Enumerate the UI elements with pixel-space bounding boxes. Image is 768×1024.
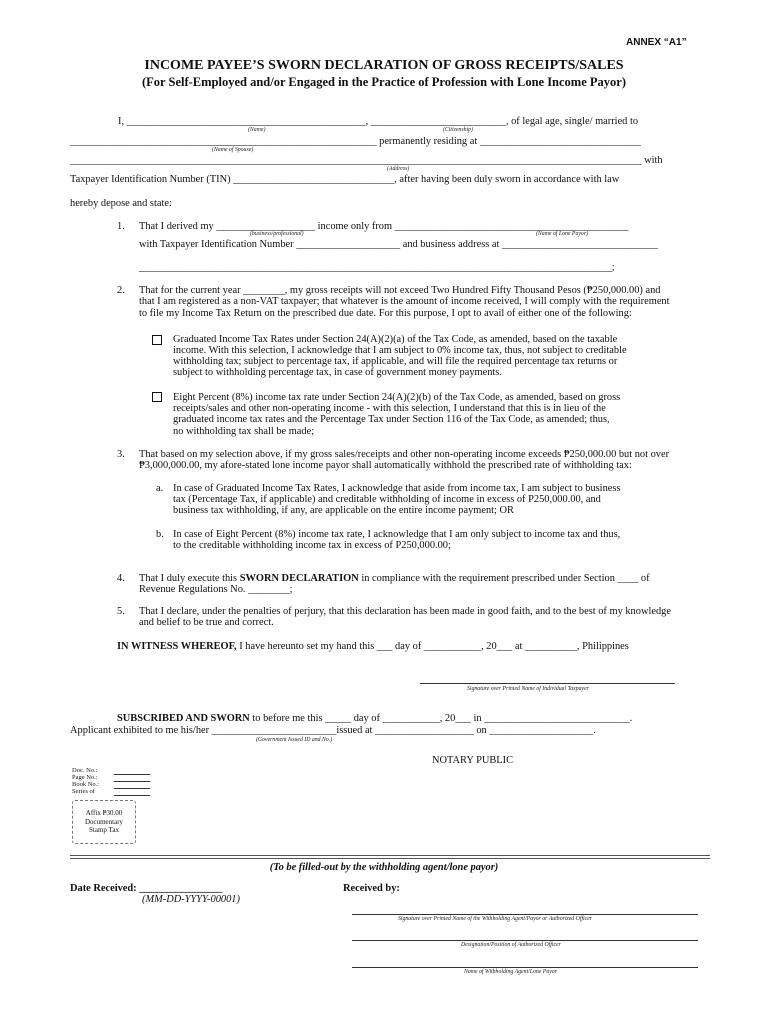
intro-line-3[interactable]: ______________________________________________________________________________________________________________ with [70,155,663,166]
item2-number: 2. [117,285,125,296]
witness-bold: IN WITNESS WHEREOF, [117,641,237,652]
book-no-label: Book No.: [72,781,100,788]
caption-citizenship: (Citizenship) [443,127,473,133]
agent-name-caption: Name of Withholding Agent/Lone Payor [464,969,557,975]
option-graduated-l4: subject to withholding percentage tax, in case of government money payments. [173,367,502,378]
item3-line-2: ₱3,000,000.00, my afore-stated lone income payor shall automatically withhold the prescribed rate of withholding tax: [139,460,632,471]
series-line[interactable] [114,795,150,796]
item3a-line-1: In case of Graduated Income Tax Rates, I acknowledge that aside from income tax, I am subject to business [173,483,621,494]
item5-line-2: and belief to be true and correct. [139,617,274,628]
item4-number: 4. [117,573,125,584]
witness-rest: I have hereunto set my hand this ___ day of ___________, 20___ at __________, Philippines [236,641,629,652]
footer-divider-top [70,855,710,856]
form-title: INCOME PAYEE’S SWORN DECLARATION OF GROSS RECEIPTS/SALES [144,58,624,73]
option-graduated-l1: Graduated Income Tax Rates under Section 24(A)(2)(a) of the Tax Code, as amended, based on the taxable [173,334,618,345]
option-graduated-l2: income. With this selection, I acknowledge that I am subject to 0% income tax, thus, not subject to creditable [173,345,627,356]
item4-sworn-declaration: SWORN DECLARATION [239,573,359,584]
notary-public: NOTARY PUBLIC [432,755,514,766]
item3a-label: a. [156,483,164,494]
item5-line-1: That I declare, under the penalties of perjury, that this declaration has been made in good faith, and to the best of my knowledge [139,606,671,617]
doc-no-line[interactable] [114,774,150,775]
caption-business: (business/professional) [250,231,304,237]
option-eight-l4: no withholding tax shall be made; [173,426,315,437]
date-received-field[interactable]: Date Received: ________________ [70,883,223,894]
taxpayer-signature-caption: Signature over Printed Name of Individual Taxpayer [467,686,589,692]
intro-line-5: hereby depose and state: [70,198,172,209]
designation-line[interactable] [352,940,698,941]
subscribed-line-1[interactable] [117,713,632,725]
series-label: Series of [72,788,95,795]
agent-signature-line[interactable] [352,914,698,915]
footer-divider-bottom [70,858,710,859]
caption-name: (Name) [248,127,266,133]
intro-line-1[interactable]: I, ______________________________________________, __________________________, of legal age, single/ married to [118,116,639,127]
item2-line-2: that I am registered as a non-VAT taxpayer; that whatever is the amount of income received, I will comply with the requirement [139,296,670,307]
witness-line[interactable] [117,641,629,653]
caption-spouse: (Name of Spouse) [212,147,254,153]
subscribed-line-2[interactable]: Applicant exhibited to me his/her ________________________issued at ___________________ on ____________________. [70,725,596,736]
item3b-label: b. [156,529,164,540]
item3a-line-2: tax (Percentage Tax, if applicable) and creditable withholding of income in excess of P250,000.00, and [173,494,601,505]
agent-signature-caption: Signature over Printed Name of the Withholding Agent/Payor or Authorized Officer [398,916,593,922]
caption-government-id: (Government Issued ID and No.) [256,737,333,743]
page-no-label: Page No.: [72,774,98,781]
item5-number: 5. [117,606,125,617]
item1-line-1[interactable]: That I derived my ___________________ income only from _____________________________________________ [139,221,629,232]
option-eight-l3: graduated income tax rates and the Percentage Tax under Section 116 of the Tax Code, as amended; thus, [173,414,610,425]
item4-line-2[interactable]: Revenue Regulations No. ________; [139,584,293,595]
caption-lone-payor: (Name of Lone Payor) [536,231,589,237]
item1-line-3[interactable]: ___________________________________________________________________________________________; [139,262,615,273]
item2-line-3: to file my Income Tax Return on the prescribed due date. For this purpose, I opt to avail of either one of the following: [139,308,632,319]
intro-line-4[interactable]: Taxpayer Identification Number (TIN) _______________________________, after having been duly sworn in accordance with law [70,174,620,185]
subscribed-rest: to before me this _____ day of ___________, 20___ in ____________________________. [249,713,633,724]
subscribed-bold: SUBSCRIBED AND SWORN [117,713,250,724]
checkbox-eight-percent[interactable] [152,392,162,402]
stamp-documentary: Documentary [84,817,124,826]
book-no-line[interactable] [114,788,150,789]
item1-number: 1. [117,221,125,232]
agent-name-line[interactable] [352,967,698,968]
stamp-affix: Affix ₱30.00 [85,809,123,817]
item3-line-1: That based on my selection above, if my gross sales/receipts and other non-operating income exceeds ₱250,000.00 but not over [139,449,670,460]
form-subtitle: (For Self-Employed and/or Engaged in the Practice of Profession with Lone Income Payor) [142,75,626,89]
doc-no-label: Doc. No.: [72,767,98,774]
annex-label: ANNEX “A1” [626,37,687,48]
item3a-line-3: business tax withholding, if any, are applicable on the entire income payment; OR [173,505,514,516]
item3b-line-2: to the creditable withholding income tax in excess of P250,000.00; [173,540,451,551]
designation-caption: Designation/Position of Authorized Officer [461,942,561,948]
documentary-stamp-box [72,800,136,844]
option-graduated-l3: withholding tax; subject to percentage tax, if applicable, and will file the required percentage tax returns or [173,356,618,367]
date-format-hint: (MM-DD-YYYY-00001) [142,894,240,905]
stamp-tax: Stamp Tax [89,826,119,834]
item1-line-2[interactable]: with Taxpayer Identification Number ____________________ and business address at ______________________________ [139,239,658,250]
item4-pre: That I duly execute this [139,573,240,584]
taxpayer-signature-line[interactable] [420,683,675,684]
item2-line-1[interactable]: That for the current year ________, my gross receipts will not exceed Two Hundred Fifty Thousand Pesos (₱250,000.00) and [139,285,661,296]
item4-post: in compliance with the requirement prescribed under Section ____ of [358,573,650,584]
caption-address: (Address) [387,166,410,172]
item3b-line-1: In case of Eight Percent (8%) income tax rate, I acknowledge that I am only subject to income tax and thus, [173,529,621,540]
page-no-line[interactable] [114,781,150,782]
option-eight-l1: Eight Percent (8%) income tax rate under Section 24(A)(2)(b) of the Tax Code, as amended, based on gross [173,392,621,403]
item3-number: 3. [117,449,125,460]
received-by-label: Received by: [343,883,400,894]
footer-note: (To be filled-out by the withholding agent/lone payor) [269,862,499,873]
intro-line-2[interactable]: ___________________________________________________________ permanently residing at _______________________________ [70,136,641,147]
checkbox-graduated-rates[interactable] [152,335,162,345]
option-eight-l2: receipts/sales and other non-operating income - with this selection, I understand that this is in lieu of the [173,403,606,414]
